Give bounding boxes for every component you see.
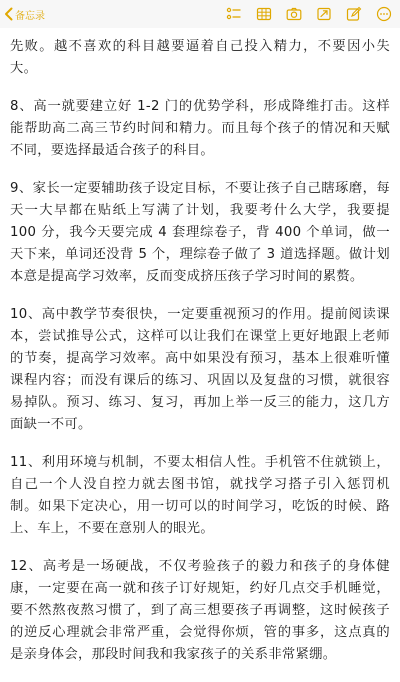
note-paragraph: 8、高一就要建立好 1-2 门的优势学科，形成降维打击。这样能帮助高二高三节约时间和精力。而且每个孩子的情况和天赋不同，要选择最适合孩子的科目。 [10,99,390,158]
note-paragraph: 9、家长一定要辅助孩子设定目标，不要让孩子自己瞎琢磨，每天一大早都在贴纸上写满了计划，我要考什么大学，我要提 100 分，我今天要完成 4 套理综卷子，背 400 个单词，做一天下来，单词还没背 5 个，理综卷子做了 3 道选择题。做计划本意是提高学习效率，反而变成挤压孩子学习时间的累赘。 [10,181,390,284]
back-button[interactable] [4,0,45,28]
toolbar-actions [226,0,392,28]
note-paragraph: 先败。越不喜欢的科目越要逼着自己投入精力，不要因小失大。 [10,39,390,76]
share-icon[interactable] [316,6,332,22]
note-paragraph: 11、利用环境与机制，不要太相信人性。手机管不住就锁上，自己一个人没自控力就去图书馆，就找学习搭子引入惩罚机制。如果下定决心，用一切可以的时间学习，吃饭的时候、路上、车上，不要在意别人的眼光。 [10,455,390,536]
note-paragraph: 12、高考是一场硬战，不仅考验孩子的毅力和孩子的身体健康，一定要在高一就和孩子订好规矩，约好几点交手机睡觉，要不然熬夜熬习惯了，到了高三想要孩子再调整，这时候孩子的逆反心理就会非常严重，会觉得你烦，管的事多，这点真的是亲身体会，那段时间我和我家孩子的关系非常紧绷。 [10,559,390,662]
more-icon[interactable] [376,6,392,22]
chevron-left-icon [4,7,13,21]
checklist-icon[interactable] [226,6,242,22]
note-body[interactable] [0,28,400,662]
back-label: 备忘录 [15,10,45,22]
compose-icon[interactable] [346,6,362,22]
camera-icon[interactable] [286,6,302,22]
note-toolbar [0,0,400,28]
table-icon[interactable] [256,6,272,22]
note-paragraph: 10、高中教学节奏很快，一定要重视预习的作用。提前阅读课本，尝试推导公式，这样可以让我们在课堂上更好地跟上老师的节奏，提高学习效率。高中如果没有预习，基本上很难听懂课程内容；而没有课后的练习、巩固以及复盘的习惯，就很容易掉队。预习、练习、复习，再加上举一反三的能力，这几方面缺一不可。 [10,307,390,432]
note-text [10,36,390,682]
